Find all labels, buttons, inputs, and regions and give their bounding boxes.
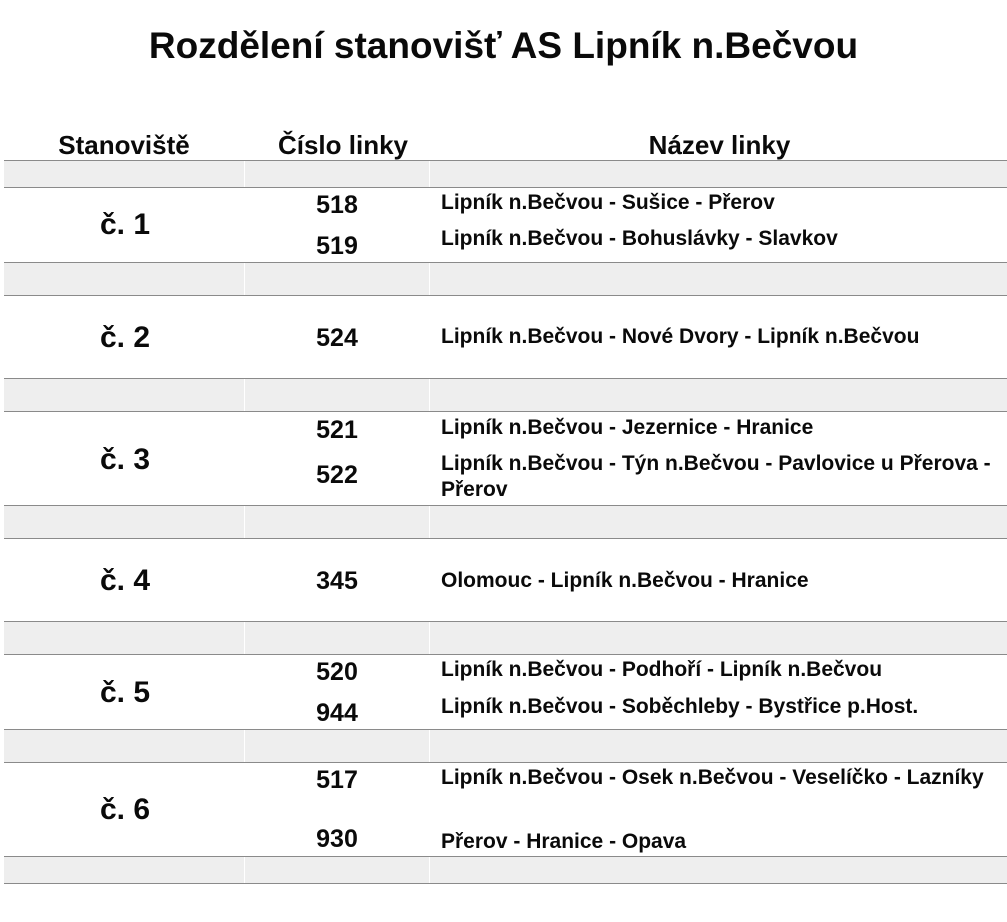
table-spacer-row — [4, 856, 1007, 884]
line-number: 944 — [316, 699, 358, 727]
column-header-station: Stanoviště — [58, 130, 190, 160]
table-spacer-row — [4, 505, 1007, 539]
station-label: č. 4 — [99, 564, 151, 597]
station-label: č. 1 — [99, 208, 151, 241]
line-number: 518 — [316, 191, 358, 219]
line-number: 519 — [316, 232, 358, 260]
column-header-line-name: Název linky — [648, 130, 791, 160]
table-spacer-row — [4, 378, 1007, 412]
line-name: Lipník n.Bečvou - Podhoří - Lipník n.Bečvou — [441, 658, 883, 681]
station-label: č. 2 — [99, 321, 151, 354]
line-number: 524 — [316, 324, 358, 352]
station-label: č. 3 — [99, 443, 151, 476]
line-number: 930 — [316, 825, 358, 853]
line-name: Přerov - Hranice - Opava — [441, 830, 687, 853]
table-spacer-row — [4, 729, 1007, 763]
column-header-line-number: Číslo linky — [277, 130, 409, 160]
page-title: Rozdělení stanovišť AS Lipník n.Bečvou — [148, 25, 859, 66]
line-number: 520 — [316, 658, 358, 686]
station-label: č. 6 — [99, 793, 151, 826]
table-spacer-row — [4, 621, 1007, 655]
line-name: Lipník n.Bečvou - Sušice - Přerov — [441, 191, 775, 214]
line-name: Lipník n.Bečvou - Nové Dvory - Lipník n.Bečvou — [441, 325, 920, 348]
line-name: Lipník n.Bečvou - Osek n.Bečvou - Veselíčko - Lazníky — [441, 766, 984, 789]
line-number: 345 — [316, 567, 358, 595]
line-number: 521 — [316, 416, 358, 444]
line-name: Lipník n.Bečvou - Soběchleby - Bystřice p.Host. — [441, 695, 919, 718]
line-number: 517 — [316, 766, 358, 794]
station-label: č. 5 — [99, 676, 151, 709]
line-name: Lipník n.Bečvou - Týn n.Bečvou - Pavlovice u Přerova - Přerov — [441, 452, 991, 501]
line-name: Olomouc - Lipník n.Bečvou - Hranice — [441, 569, 809, 592]
table-spacer-row — [4, 262, 1007, 296]
line-name: Lipník n.Bečvou - Jezernice - Hranice — [441, 416, 814, 439]
line-number: 522 — [316, 461, 358, 489]
line-name: Lipník n.Bečvou - Bohuslávky - Slavkov — [441, 227, 838, 250]
table-spacer-row — [4, 160, 1007, 188]
